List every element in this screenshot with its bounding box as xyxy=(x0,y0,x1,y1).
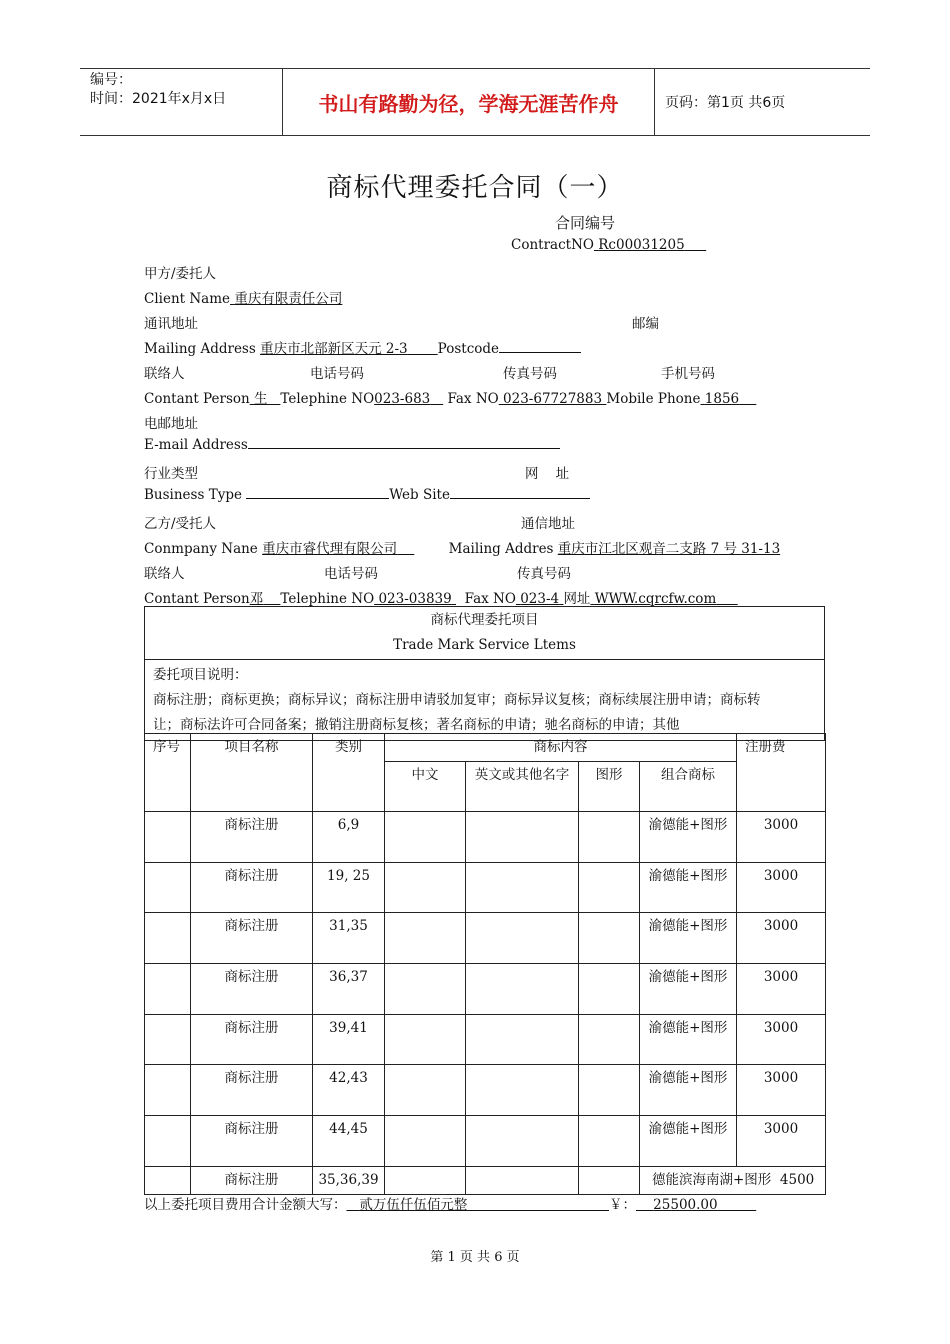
contract-no-cn: 合同编号 xyxy=(555,214,616,232)
cell-combo: 渝德能+图形 xyxy=(640,1014,737,1065)
cell-fee: 3000 xyxy=(737,913,826,964)
party-b-contact-label: Contant Person xyxy=(144,591,250,607)
mobile-value: 1856 xyxy=(704,391,740,407)
party-b-fax-label: Fax NO xyxy=(464,591,516,607)
cell-item: 商标注册 xyxy=(191,964,313,1015)
page-footer: 第 1 页 共 6 页 xyxy=(430,1250,520,1265)
fee-table xyxy=(144,733,826,1195)
party-b-phone-label: Telephine NO xyxy=(280,591,375,607)
cell-fee: 3000 xyxy=(737,1065,826,1116)
cell-graphic xyxy=(579,1116,640,1167)
cell-fee: 3000 xyxy=(737,812,826,863)
cell-graphic xyxy=(579,1014,640,1065)
party-b-contact-cn: 联络人 xyxy=(144,566,185,582)
party-b-web-cn: 网址 xyxy=(563,591,591,607)
client-name-line xyxy=(144,287,342,307)
cell-combo: 渝德能+图形 xyxy=(640,862,737,913)
total-label: 以上委托项目费用合计金额大写： xyxy=(144,1197,347,1213)
header-en: 英文或其他名字 xyxy=(466,762,579,812)
mobile-cn-label: 手机号码 xyxy=(661,366,715,382)
description-line-1: 商标注册；商标更换；商标异议；商标注册申请驳加复审；商标异议复核；商标续展注册申请；商标转 xyxy=(153,692,761,708)
party-b-address-cn: 通信地址 xyxy=(521,516,575,532)
cell-combo: 渝德能+图形 xyxy=(640,913,737,964)
cell-class: 31,35 xyxy=(313,913,385,964)
cell-item: 商标注册 xyxy=(191,913,313,964)
cell-fee: 3000 xyxy=(737,862,826,913)
cell-seq xyxy=(145,1065,191,1116)
table-header-row-1 xyxy=(145,734,826,762)
service-items-heading-en: Trade Mark Service Ltems xyxy=(393,637,576,653)
email-cn-label: 电邮地址 xyxy=(144,416,198,432)
web-label: Web Site xyxy=(389,487,450,503)
number-label: 编号： xyxy=(90,72,132,88)
contact-value: 生 xyxy=(254,391,268,407)
cell-graphic xyxy=(579,812,640,863)
contact-line-b xyxy=(144,587,738,607)
cell-en xyxy=(466,964,579,1015)
mobile-label: Mobile Phone xyxy=(606,391,701,407)
client-name-label: Client Name xyxy=(144,291,231,307)
cell-seq xyxy=(145,1014,191,1065)
description-line-2: 让；商标法许可合同备案；撤销注册商标复核；著名商标的申请；驰名商标的申请；其他 xyxy=(153,717,680,733)
header-item: 项目名称 xyxy=(191,734,313,812)
cell-en xyxy=(466,1014,579,1065)
email-line xyxy=(144,437,560,453)
email-label: E-mail Address xyxy=(144,437,248,453)
contract-no-label: ContractNO xyxy=(511,237,594,253)
business-blank xyxy=(246,487,389,499)
cell-graphic xyxy=(579,913,640,964)
cell-cn xyxy=(385,1065,466,1116)
cell-combo: 渝德能+图形 xyxy=(640,812,737,863)
cell-cn xyxy=(385,862,466,913)
cell-graphic xyxy=(579,1065,640,1116)
cell-class: 36,37 xyxy=(313,964,385,1015)
web-cn-label: 网 址 xyxy=(525,466,570,482)
table-row xyxy=(145,862,826,913)
postcode-blank xyxy=(499,341,581,353)
phone-cn-label: 电话号码 xyxy=(310,366,364,382)
header-cn: 中文 xyxy=(385,762,466,812)
cell-graphic xyxy=(579,1166,640,1194)
cell-class: 19, 25 xyxy=(313,862,385,913)
cell-combo: 渝德能+图形 xyxy=(640,1065,737,1116)
mailing-address-line xyxy=(144,337,581,357)
phone-value: 023-683 xyxy=(374,391,431,407)
cell-class: 44,45 xyxy=(313,1116,385,1167)
cell-class: 6,9 xyxy=(313,812,385,863)
cell-seq xyxy=(145,913,191,964)
header-graphic: 图形 xyxy=(579,762,640,812)
cell-combo: 渝德能+图形 xyxy=(640,1116,737,1167)
cell-seq xyxy=(145,1116,191,1167)
header-class: 类别 xyxy=(313,734,385,812)
total-amount: 25500.00 xyxy=(653,1197,718,1213)
party-a-label: 甲方/委托人 xyxy=(144,266,217,282)
cell-combo-fee: 德能滨海南湖+图形 4500 xyxy=(640,1166,826,1194)
cell-seq xyxy=(145,1166,191,1194)
postcode-label: Postcode xyxy=(437,341,500,357)
document-header xyxy=(80,68,870,136)
header-content: 商标内容 xyxy=(385,734,737,762)
contact-line-a xyxy=(144,387,756,407)
cell-class: 35,36,39 xyxy=(313,1166,385,1194)
cell-fee: 3000 xyxy=(737,1014,826,1065)
cell-en xyxy=(466,862,579,913)
fax-cn-label: 传真号码 xyxy=(503,366,557,382)
cell-combo: 渝德能+图形 xyxy=(640,964,737,1015)
party-b-contact-value: 邓 xyxy=(249,591,264,607)
total-words: 贰万伍仟伍佰元整 xyxy=(359,1197,468,1213)
company-line xyxy=(144,537,780,557)
party-b-fax-value: 023-4 xyxy=(520,591,560,607)
cell-class: 39,41 xyxy=(313,1014,385,1065)
cell-fee: 3000 xyxy=(737,964,826,1015)
time-label: 时间：2021年x月x日 xyxy=(90,91,227,107)
page-title: 商标代理委托合同（一） xyxy=(326,173,624,203)
party-b-fax-cn: 传真号码 xyxy=(517,566,571,582)
cell-cn xyxy=(385,1014,466,1065)
contact-label: Contant Person xyxy=(144,391,250,407)
header-left xyxy=(80,69,282,135)
business-line xyxy=(144,487,590,503)
fax-label: Fax NO xyxy=(447,391,499,407)
party-b-web-value: WWW.cqrcfw.com xyxy=(594,591,717,607)
business-cn-label: 行业类型 xyxy=(144,466,198,482)
web-blank xyxy=(450,487,590,499)
cell-cn xyxy=(385,964,466,1015)
business-label: Business Type xyxy=(144,487,242,503)
cell-graphic xyxy=(579,964,640,1015)
party-b-phone-cn: 电话号码 xyxy=(324,566,378,582)
cell-item: 商标注册 xyxy=(191,812,313,863)
party-b-label: 乙方/受托人 xyxy=(144,516,217,532)
header-fee: 注册费 xyxy=(737,734,826,812)
table-row xyxy=(145,1116,826,1167)
table-row xyxy=(145,1166,826,1194)
contact-cn-label: 联络人 xyxy=(144,366,185,382)
table-row xyxy=(145,964,826,1015)
header-seq: 序号 xyxy=(145,734,191,812)
contract-no-value: Rc00031205 xyxy=(598,237,685,253)
cell-cn xyxy=(385,1166,466,1194)
service-items-description xyxy=(145,660,824,740)
cell-en xyxy=(466,812,579,863)
party-b-phone-value: 023-03839 xyxy=(378,591,452,607)
company-label: Conmpany Nane xyxy=(144,541,258,557)
table-row xyxy=(145,812,826,863)
service-items-heading-cn: 商标代理委托项目 xyxy=(430,612,539,628)
page-label: 页码：第1页 共6页 xyxy=(665,95,786,111)
cell-item: 商标注册 xyxy=(191,862,313,913)
cell-cn xyxy=(385,812,466,863)
service-items-heading xyxy=(145,607,824,660)
party-b-address-value: 重庆市江北区观音二支路 7 号 31-13 xyxy=(557,541,781,557)
fax-value: 023-67727883 xyxy=(503,391,603,407)
cell-item: 商标注册 xyxy=(191,1065,313,1116)
cell-en xyxy=(466,913,579,964)
cell-cn xyxy=(385,1116,466,1167)
cell-en xyxy=(466,1166,579,1194)
cell-en xyxy=(466,1116,579,1167)
yen-label: ￥： xyxy=(609,1197,636,1213)
cell-cn xyxy=(385,913,466,964)
cell-class: 42,43 xyxy=(313,1065,385,1116)
contract-no-line xyxy=(511,237,706,253)
client-name-value: 重庆有限责任公司 xyxy=(234,291,343,307)
phone-label: Telephine NO xyxy=(280,391,375,407)
cell-item: 商标注册 xyxy=(191,1166,313,1194)
postcode-cn-label: 邮编 xyxy=(632,316,659,332)
mailing-address-label: Mailing Address xyxy=(144,341,256,357)
table-row xyxy=(145,913,826,964)
cell-seq xyxy=(145,862,191,913)
service-items-box xyxy=(144,606,825,741)
cell-graphic xyxy=(579,862,640,913)
cell-seq xyxy=(145,812,191,863)
party-b-address-label: Mailing Addres xyxy=(448,541,554,557)
mailing-address-value: 重庆市北部新区天元 2-3 xyxy=(260,341,408,357)
cell-en xyxy=(466,1065,579,1116)
description-title: 委托项目说明： xyxy=(153,667,248,683)
motto: 书山有路勤为径，学海无涯苦作舟 xyxy=(282,69,655,135)
table-row xyxy=(145,1065,826,1116)
cell-fee: 3000 xyxy=(737,1116,826,1167)
header-combo: 组合商标 xyxy=(640,762,737,812)
cell-item: 商标注册 xyxy=(191,1014,313,1065)
email-blank xyxy=(248,437,560,449)
company-value: 重庆市睿代理有限公司 xyxy=(262,541,398,557)
table-row xyxy=(145,1014,826,1065)
cell-seq xyxy=(145,964,191,1015)
cell-item: 商标注册 xyxy=(191,1116,313,1167)
total-line xyxy=(144,1193,756,1213)
address-cn-label: 通讯地址 xyxy=(144,316,198,332)
